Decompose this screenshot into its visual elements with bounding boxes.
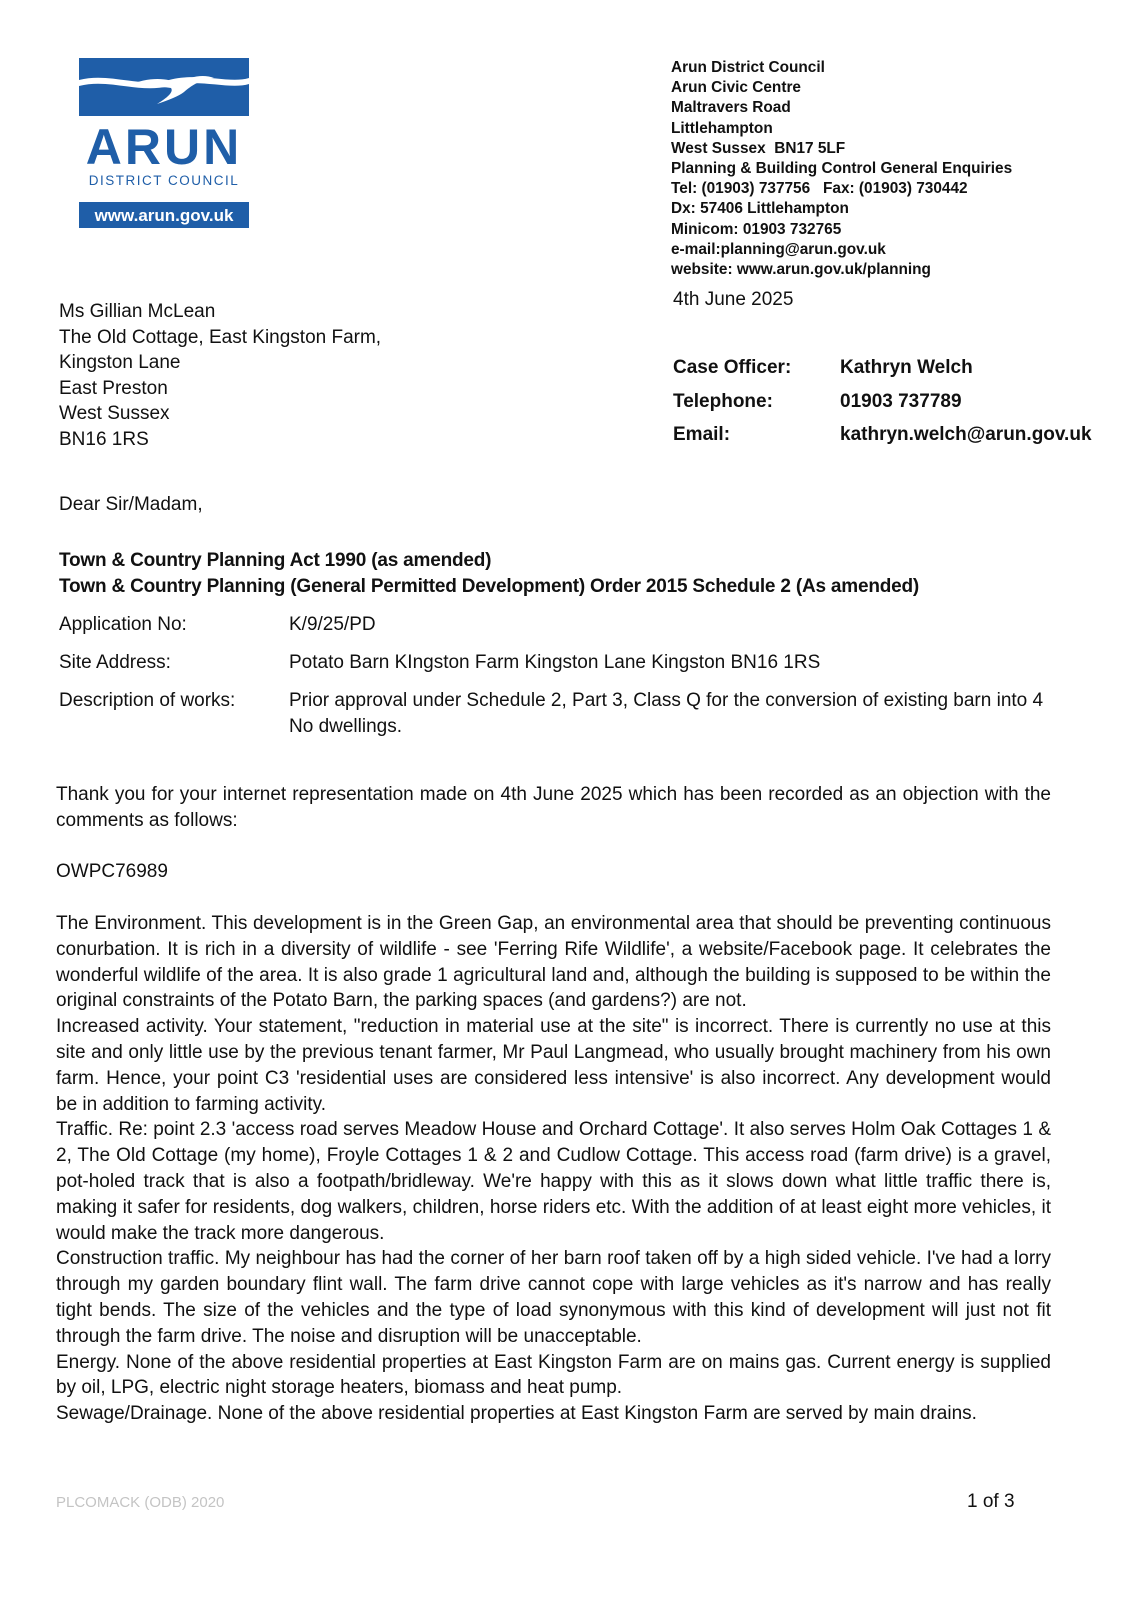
header-line: Littlehampton: [671, 119, 773, 137]
comment-paragraph: Energy. None of the above residential properties at East Kingston Farm are on mains gas. Current energy is supplied by oil, LPG, electric night storage heaters, biomass and heat pump.: [56, 1351, 1051, 1399]
legislation-headings: [59, 548, 919, 599]
header-line: Maltravers Road: [671, 99, 791, 117]
site-address: Potato Barn KIngston Farm Kingston Lane Kingston BN16 1RS: [289, 652, 821, 674]
comment-paragraph: Sewage/Drainage. None of the above residential properties at East Kingston Farm are served by main drains.: [56, 1403, 977, 1425]
footer-code: PLCOMACK (ODB) 2020: [56, 1494, 225, 1511]
header-line: Minicom: 01903 732765: [671, 220, 842, 238]
header-line: Arun District Council: [671, 59, 825, 76]
svg-text:ARUN: ARUN: [85, 119, 243, 175]
salutation: Dear Sir/Madam,: [59, 494, 203, 515]
heading: Town & Country Planning (General Permitted Development) Order 2015 Schedule 2 (As amended): [59, 575, 920, 597]
header-line: e-mail:planning@arun.gov.uk: [671, 240, 886, 258]
addressee-line: Ms Gillian McLean: [59, 301, 216, 322]
application-no-label: Application No:: [59, 614, 187, 635]
addressee-line: West Sussex: [59, 403, 170, 425]
addressee-line: BN16 1RS: [59, 428, 149, 450]
comment-paragraph: Traffic. Re: point 2.3 'access road serves Meadow House and Orchard Cottage'. It also serves Holm Oak Cottages 1 & 2, The Old Cottage (my home), Froyle Cottages 1 & 2 and Cudlow Cottage. This access road (farm drive) is a gravel, pot-holed track that is also a footpath/bridleway. We're happy with this as it slows down what little traffic there is, making it safer for residents, dog walkers, children, horse riders etc. With the addition of at least eight more vehicles, it would make the track more dangerous.: [56, 1119, 1051, 1244]
reference-number: OWPC76989: [56, 861, 168, 883]
email-label: Email:: [673, 424, 731, 445]
description-label: Description of works:: [59, 690, 236, 712]
header-line: Dx: 57406 Littlehampton: [671, 200, 849, 218]
case-officer-name: Kathryn Welch: [840, 357, 973, 378]
intro-paragraph: Thank you for your internet representation made on 4th June 2025 which has been recorded as an objection with the comments as follows:: [56, 784, 1051, 831]
header-line: website: www.arun.gov.uk/planning: [671, 261, 931, 279]
letter-body: [56, 782, 1051, 1427]
telephone-label: Telephone:: [673, 390, 773, 412]
telephone-value: 01903 737789: [840, 390, 962, 412]
case-officer-block: [673, 351, 1092, 452]
header-line: West Sussex BN17 5LF: [671, 139, 846, 157]
description-of-works: Prior approval under Schedule 2, Part 3, Class Q for the conversion of existing barn into 4 No dwellings.: [289, 690, 1044, 737]
comment-paragraph: Increased activity. Your statement, "reduction in material use at the site" is incorrect. There is currently no use at this site and only little use by the previous tenant farmer, Mr Paul Langmead, who usually brought machinery from his own farm. Hence, your point C3 'residential uses are considered less intensive' is also incorrect. Any development would be in addition to farming activity.: [56, 1016, 1051, 1115]
council-address-block: [671, 58, 1012, 280]
application-no: K/9/25/PD: [289, 614, 376, 635]
case-officer-label: Case Officer:: [673, 357, 792, 378]
svg-text:DISTRICT COUNCIL: DISTRICT COUNCIL: [88, 173, 240, 188]
site-address-label: Site Address:: [59, 652, 171, 674]
arun-district-council-logo: [79, 58, 249, 228]
header-line: Tel: (01903) 737756 Fax: (01903) 730442: [671, 180, 968, 198]
comment-paragraph: Construction traffic. My neighbour has had the corner of her barn roof taken off by a high sided vehicle. I've had a lorry through my garden boundary flint wall. The farm drive cannot cope with large vehicles as it's narrow and has really tight bends. The size of the vehicles and the type of load synonymous with this kind of development will just not fit through the farm drive. The noise and disruption will be unacceptable.: [56, 1248, 1051, 1347]
addressee-line: Kingston Lane: [59, 352, 181, 374]
application-details: [59, 612, 1059, 752]
addressee-block: [59, 299, 381, 453]
header-line: Arun Civic Centre: [671, 79, 801, 97]
addressee-line: East Preston: [59, 377, 168, 399]
letter-date: 4th June 2025: [673, 289, 794, 310]
email-value: kathryn.welch@arun.gov.uk: [840, 424, 1092, 445]
comment-paragraph: The Environment. This development is in the Green Gap, an environmental area that should be preventing continuous conurbation. It is rich in a diversity of wildlife - see 'Ferring Rife Wildlife', a website/Facebook page. It celebrates the wonderful wildlife of the area. It is also grade 1 agricultural land and, although the building is supposed to be within the original constraints of the Potato Barn, the parking spaces (and gardens?) are not.: [56, 912, 1051, 1012]
addressee-line: The Old Cottage, East Kingston Farm,: [59, 326, 382, 348]
page-number: 1 of 3: [967, 1491, 1015, 1512]
svg-text:www.arun.gov.uk: www.arun.gov.uk: [94, 206, 234, 225]
heading: Town & Country Planning Act 1990 (as amended): [59, 550, 492, 571]
header-line: Planning & Building Control General Enquiries: [671, 160, 1013, 178]
